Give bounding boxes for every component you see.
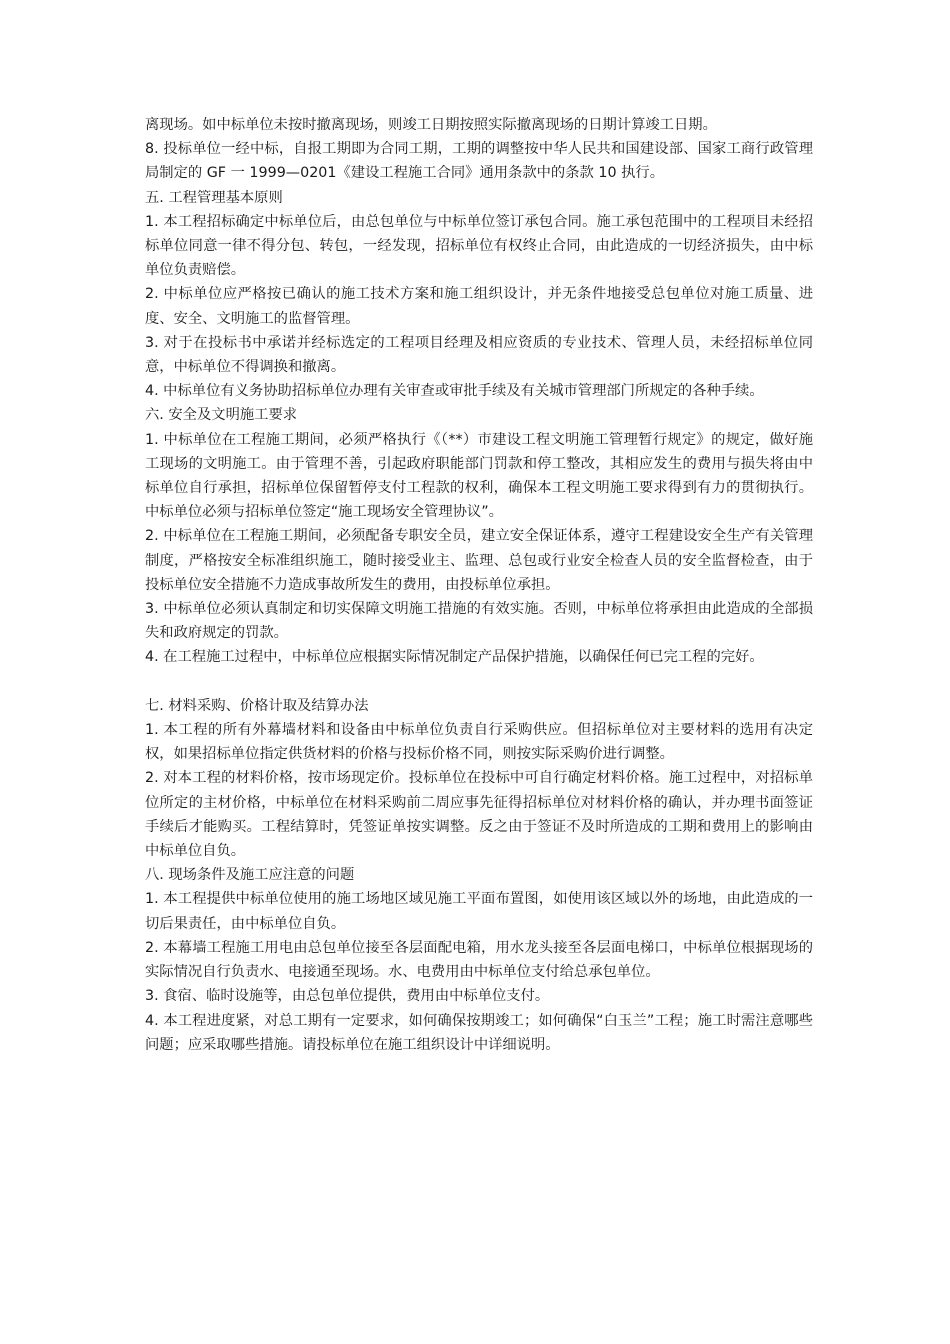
paragraph-item-7-1: 1. 本工程的所有外幕墙材料和设备由中标单位负责自行采购供应。但招标单位对主要材料的选用有决定权，如果招标单位指定供货材料的价格与投标价格不同，则按实际采购价进行调整。 bbox=[145, 722, 813, 763]
paragraph-item-6-3: 3. 中标单位必须认真制定和切实保障文明施工措施的有效实施。否则，中标单位将承担由此造成的全部损失和政府规定的罚款。 bbox=[145, 601, 813, 642]
paragraph-item-8-2: 2. 本幕墙工程施工用电由总包单位接至各层面配电箱，用水龙头接至各层面电梯口，中标单位根据现场的实际情况自行负责水、电接通至现场。水、电费用由中标单位支付给总承包单位。 bbox=[145, 939, 813, 981]
document-body bbox=[145, 113, 813, 1057]
paragraph-item-6-4: 4. 在工程施工过程中，中标单位应根据实际情况制定产品保护措施，以确保任何已完工程的完好。 bbox=[145, 649, 764, 666]
paragraph-continuation: 离现场。如中标单位未按时撤离现场，则竣工日期按照实际撤离现场的日期计算竣工日期。 bbox=[145, 117, 717, 133]
section-heading-6: 六. 安全及文明施工要求 bbox=[145, 407, 298, 424]
blank-line bbox=[145, 670, 813, 694]
paragraph-item-6-2: 2. 中标单位在工程施工期间，必须配备专职安全员，建立安全保证体系，遵守工程建设安全生产有关管理制度，严格按安全标准组织施工，随时接受业主、监理、总包或行业安全检查人员的安全监督检查，由于投标单位安全措施不力造成事故所发生的费用，由投标单位承担。 bbox=[145, 528, 813, 593]
paragraph-item-5-2: 2. 中标单位应严格按已确认的施工技术方案和施工组织设计，并无条件地接受总包单位对施工质量、进度、安全、文明施工的监督管理。 bbox=[145, 286, 813, 327]
paragraph-item-8-4: 4. 本工程进度紧，对总工期有一定要求，如何确保按期竣工；如何确保“白玉兰”工程；施工时需注意哪些问题；应采取哪些措施。请投标单位在施工组织设计中详细说明。 bbox=[145, 1012, 813, 1053]
paragraph-item-5-3: 3. 对于在投标书中承诺并经标选定的工程项目经理及相应资质的专业技术、管理人员，未经招标单位同意，中标单位不得调换和撤离。 bbox=[145, 334, 813, 376]
paragraph-item-8-1: 1. 本工程提供中标单位使用的施工场地区域见施工平面布置图，如使用该区域以外的场地，由此造成的一切后果责任，由中标单位自负。 bbox=[145, 891, 813, 932]
paragraph-item-5-4: 4. 中标单位有义务协助招标单位办理有关审查或审批手续及有关城市管理部门所规定的各种手续。 bbox=[145, 383, 764, 400]
paragraph-item-6-1: 1. 中标单位在工程施工期间，必须严格执行《（**）市建设工程文明施工管理暂行规定》的规定，做好施工现场的文明施工。由于管理不善，引起政府职能部门罚款和停工整改，其相应发生的费用与损失将由中标单位自行承担，招标单位保留暂停支付工程款的权利，确保本工程文明施工要求得到有力的贯彻执行。中标单位必须与招标单位签定“施工现场安全管理协议”。 bbox=[145, 431, 813, 521]
paragraph-item-5-1: 1. 本工程招标确定中标单位后，由总包单位与中标单位签订承包合同。施工承包范围中的工程项目未经招标单位同意一律不得分包、转包，一经发现，招标单位有权终止合同，由此造成的一切经济损失，由中标单位负责赔偿。 bbox=[145, 213, 813, 279]
paragraph-item-4-8: 8. 投标单位一经中标，自报工期即为合同工期，工期的调整按中华人民共和国建设部、国家工商行政管理局制定的 GF 一 1999—0201《建设工程施工合同》通用条款中的条款 10 执行。 bbox=[145, 141, 813, 182]
section-heading-8: 八. 现场条件及施工应注意的问题 bbox=[145, 867, 355, 884]
paragraph-item-8-3: 3. 食宿、临时设施等，由总包单位提供，费用由中标单位支付。 bbox=[145, 988, 550, 1005]
section-heading-5: 五. 工程管理基本原则 bbox=[145, 189, 283, 206]
section-heading-7: 七. 材料采购、价格计取及结算办法 bbox=[145, 697, 369, 714]
paragraph-item-7-2: 2. 对本工程的材料价格，按市场现定价。投标单位在投标中可自行确定材料价格。施工过程中，对招标单位所定的主材价格，中标单位在材料采购前二周应事先征得招标单位对材料价格的确认，并办理书面签证手续后才能购买。工程结算时，凭签证单按实调整。反之由于签证不及时所造成的工期和费用上的影响由中标单位自负。 bbox=[145, 770, 813, 860]
